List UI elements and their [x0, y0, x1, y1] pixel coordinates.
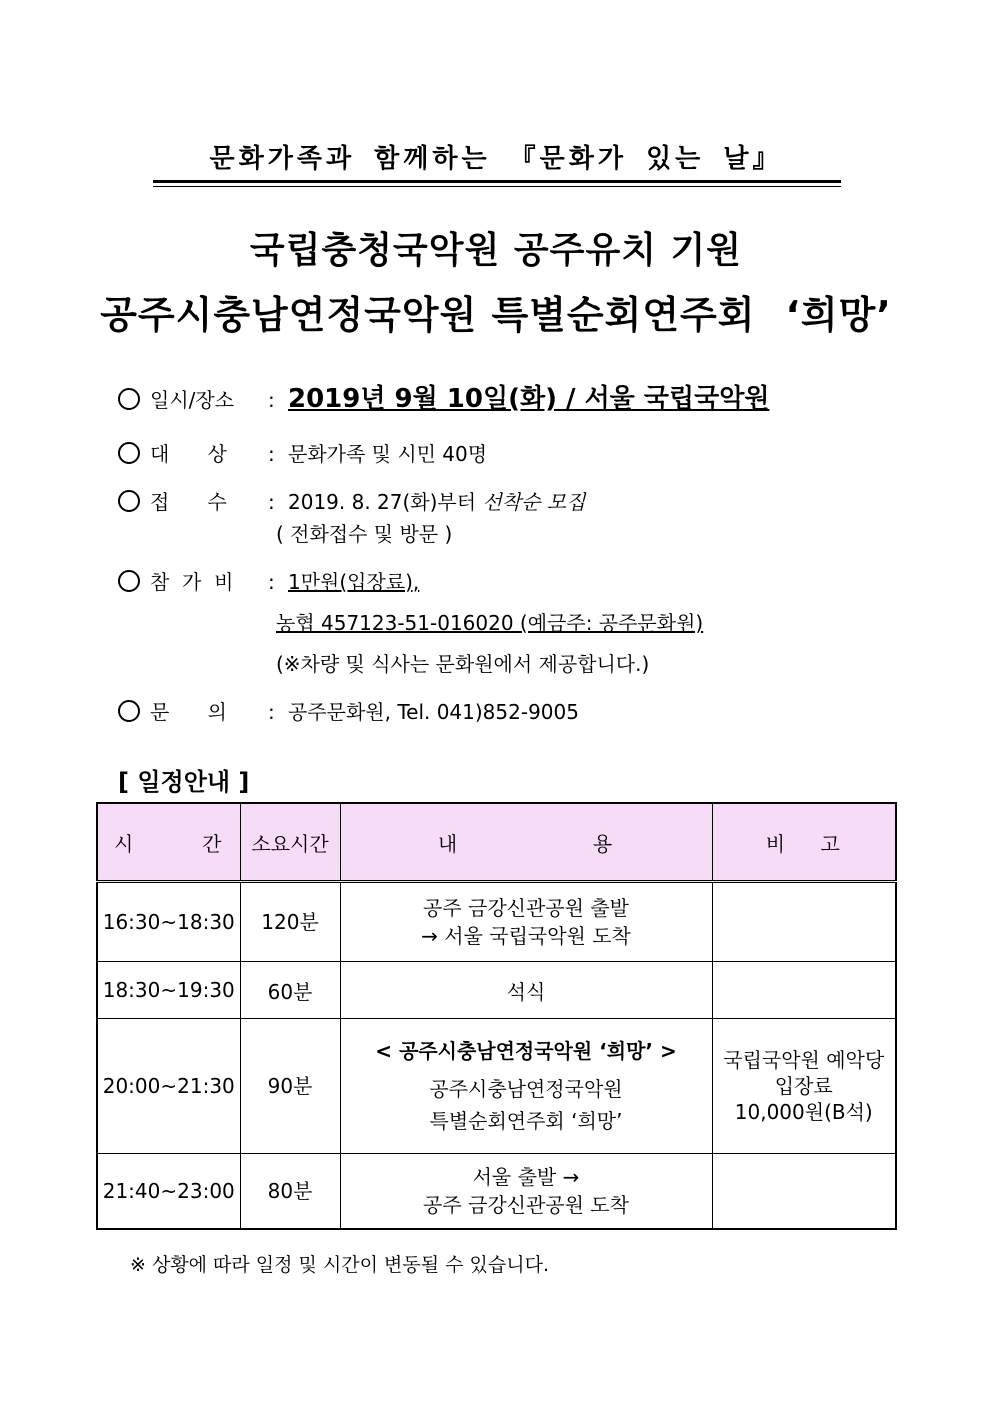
schedule-footnote: ※ 상황에 따라 일정 및 시간이 변동될 수 있습니다.	[130, 1254, 550, 1276]
inquiry-value: 공주문화원, Tel. 041)852-9005	[288, 700, 579, 724]
fee-account: 농협 457123-51-016020 (예금주: 공주문화원)	[276, 611, 704, 635]
bullet-circle-icon	[118, 490, 140, 512]
title-main: 공주시충남연정국악원 특별순회연주회	[100, 293, 756, 337]
target-value: 문화가족 및 시민 40명	[288, 442, 488, 466]
banner-rule-thin	[153, 186, 841, 187]
note-cell	[712, 882, 896, 962]
info-fee: 참 가 비 : 1만원(입장료),	[118, 566, 419, 595]
table-row	[97, 882, 896, 962]
bullet-circle-icon	[118, 442, 140, 464]
info-label: 대 상	[150, 442, 227, 466]
time-cell: 18:30~19:30	[97, 962, 240, 1019]
info-inquiry: 문 의 : 공주문화원, Tel. 041)852-9005	[118, 696, 579, 725]
note-cell: 국립국악원 예악당 입장료 10,000원(B석)	[712, 1019, 896, 1154]
info-label: 일시/장소	[150, 388, 235, 412]
duration-cell: 90분	[240, 1019, 340, 1154]
time-cell: 20:00~21:30	[97, 1019, 240, 1154]
performance-title: < 공주시충남연정국악원 ‘희망’ >	[375, 1039, 677, 1063]
content-cell: 공주 금강신관공원 출발 → 서울 국립국악원 도착	[340, 882, 712, 962]
event-banner-title: 문화가족과 함께하는 『문화가 있는 날』	[209, 144, 783, 174]
table-row	[97, 1019, 896, 1154]
date-place-value: 2019년 9월 10일(화) / 서울 국립국악원	[288, 384, 770, 414]
fee-amount: 1만원(입장료),	[288, 570, 420, 594]
banner-rule-thick	[153, 180, 841, 183]
info-date-place: 일시/장소 : 2019년 9월 10일(화) / 서울 국립국악원	[118, 378, 769, 415]
title-line-1: 국립충청국악원 공주유치 기원	[249, 230, 743, 271]
time-cell: 21:40~23:00	[97, 1154, 240, 1230]
info-reception: 접 수 : 2019. 8. 27(화)부터 선착순 모집	[118, 486, 585, 515]
title-quote: ‘희망’	[785, 293, 892, 337]
bullet-circle-icon	[118, 700, 140, 722]
duration-cell: 80분	[240, 1154, 340, 1230]
duration-cell: 60분	[240, 962, 340, 1019]
fee-note: (※차량 및 식사는 문화원에서 제공합니다.)	[276, 652, 650, 676]
reception-note: ( 전화접수 및 방문 )	[276, 522, 453, 546]
info-target: 대 상 : 문화가족 및 시민 40명	[118, 438, 487, 467]
title-line-2	[0, 284, 992, 339]
info-label: 문 의	[150, 700, 227, 724]
note-cell	[712, 1154, 896, 1230]
header-time: 시 간	[97, 803, 240, 882]
reception-date: 2019. 8. 27(화)부터	[288, 490, 477, 514]
bullet-circle-icon	[118, 388, 140, 410]
content-cell: 석식	[340, 962, 712, 1019]
header-duration: 소요시간	[240, 803, 340, 882]
table-row	[97, 1154, 896, 1230]
content-cell: 서울 출발 → 공주 금강신관공원 도착	[340, 1154, 712, 1230]
time-cell: 16:30~18:30	[97, 882, 240, 962]
table-row	[97, 962, 896, 1019]
reception-method: 선착순 모집	[482, 490, 586, 514]
header-note: 비 고	[712, 803, 896, 882]
header-content: 내 용	[340, 803, 712, 882]
info-label: 접 수	[150, 490, 227, 514]
content-cell: < 공주시충남연정국악원 ‘희망’ > 공주시충남연정국악원 특별순회연주회 ‘희망’	[340, 1019, 712, 1154]
note-cell	[712, 962, 896, 1019]
bullet-circle-icon	[118, 570, 140, 592]
info-label: 참 가 비	[150, 570, 234, 594]
schedule-heading: [ 일정안내 ]	[118, 768, 250, 796]
schedule-table	[96, 802, 897, 1230]
duration-cell: 120분	[240, 882, 340, 962]
